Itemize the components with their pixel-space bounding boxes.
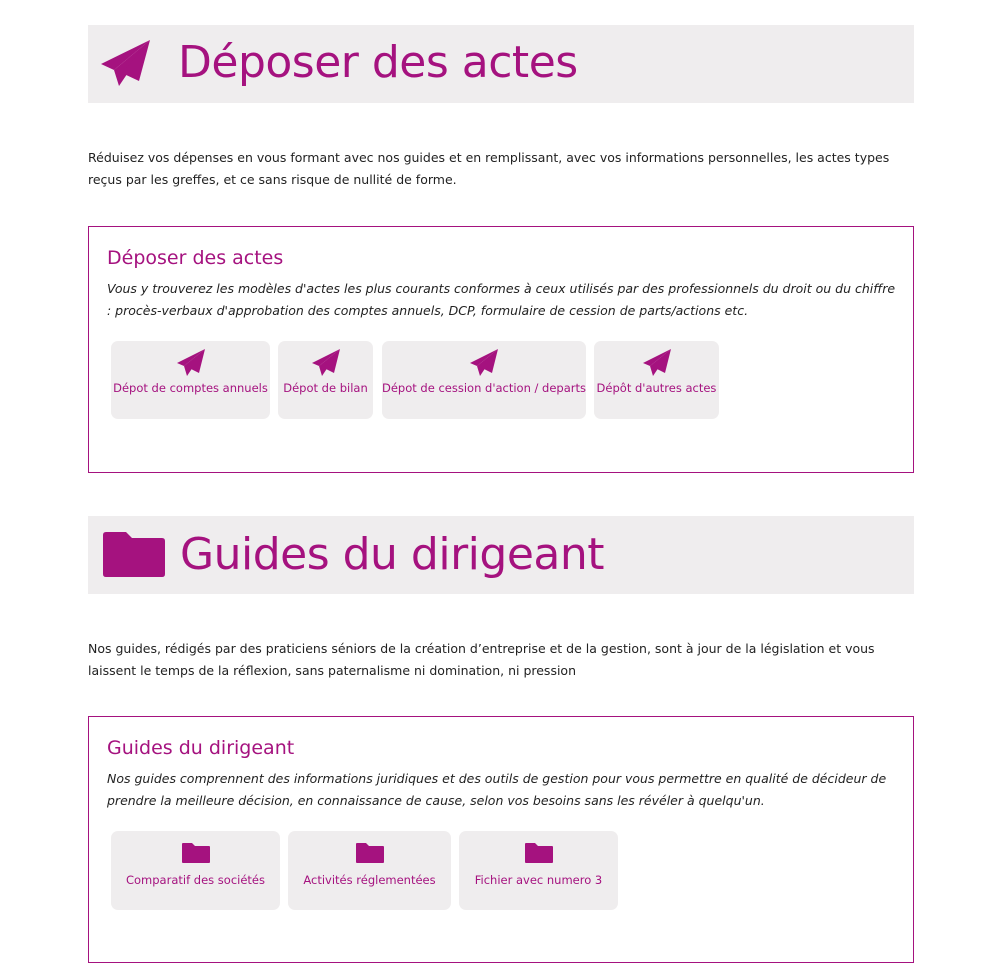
depot-card-description: Vous y trouverez les modèles d'actes les plus courants conformes à ceux utilisés par des professionnels du droit ou du chiffre : procès-verbaux d'approbation des comptes annuels, DCP, formulaire de cession de parts/actions etc. xyxy=(107,281,896,318)
depot-intro-text: Réduisez vos dépenses en vous formant avec nos guides et en remplissant, avec vos informations personnelles, les actes types reçus par les greffes, et ce sans risque de nullité de forme. xyxy=(88,150,890,187)
paper-plane-icon xyxy=(642,348,672,378)
tile-depot-bilan[interactable] xyxy=(278,341,373,419)
paper-plane-icon xyxy=(176,348,206,378)
tile-label: Comparatif des sociétés xyxy=(125,873,266,887)
tile-label: Activités réglementées xyxy=(303,873,436,887)
paper-plane-icon xyxy=(469,348,499,378)
folder-icon xyxy=(102,530,166,578)
guides-card xyxy=(88,716,914,963)
guides-heading: Guides du dirigeant xyxy=(180,529,604,580)
paper-plane-icon xyxy=(311,348,341,378)
depot-heading: Déposer des actes xyxy=(178,37,578,88)
guides-card-description: Nos guides comprennent des informations juridiques et des outils de gestion pour vous permettre en qualité de décideur de prendre la meilleure décision, en connaissance de cause, selon vos besoins sans les révéler à quelqu'un. xyxy=(107,771,887,808)
tile-depot-autres-actes[interactable] xyxy=(594,341,719,419)
tile-label: Dépôt d'autres actes xyxy=(596,381,717,395)
tile-depot-cession-action[interactable] xyxy=(382,341,586,419)
tile-comparatif-societes[interactable] xyxy=(111,831,280,910)
tile-label: Dépot de comptes annuels xyxy=(113,381,268,395)
paper-plane-icon xyxy=(100,39,152,89)
depot-header-band xyxy=(88,25,914,103)
depot-card-title: Déposer des actes xyxy=(107,247,284,269)
guides-card-title: Guides du dirigeant xyxy=(107,737,295,759)
depot-card xyxy=(88,226,914,473)
tile-depot-comptes-annuels[interactable] xyxy=(111,341,270,419)
folder-icon xyxy=(524,842,554,864)
folder-icon xyxy=(355,842,385,864)
folder-icon xyxy=(181,842,211,864)
guides-header-band xyxy=(88,516,914,594)
tile-fichier-numero-3[interactable] xyxy=(459,831,618,910)
tile-label: Dépot de bilan xyxy=(283,381,368,395)
tile-activites-reglementees[interactable] xyxy=(288,831,451,910)
guides-intro-text: Nos guides, rédigés par des praticiens séniors de la création d’entreprise et de la gestion, sont à jour de la législation et vous laissent le temps de la réflexion, sans paternalisme ni domination, ni pression xyxy=(88,641,875,678)
tile-label: Dépot de cession d'action / departs xyxy=(382,381,587,395)
tile-label: Fichier avec numero 3 xyxy=(474,873,603,887)
